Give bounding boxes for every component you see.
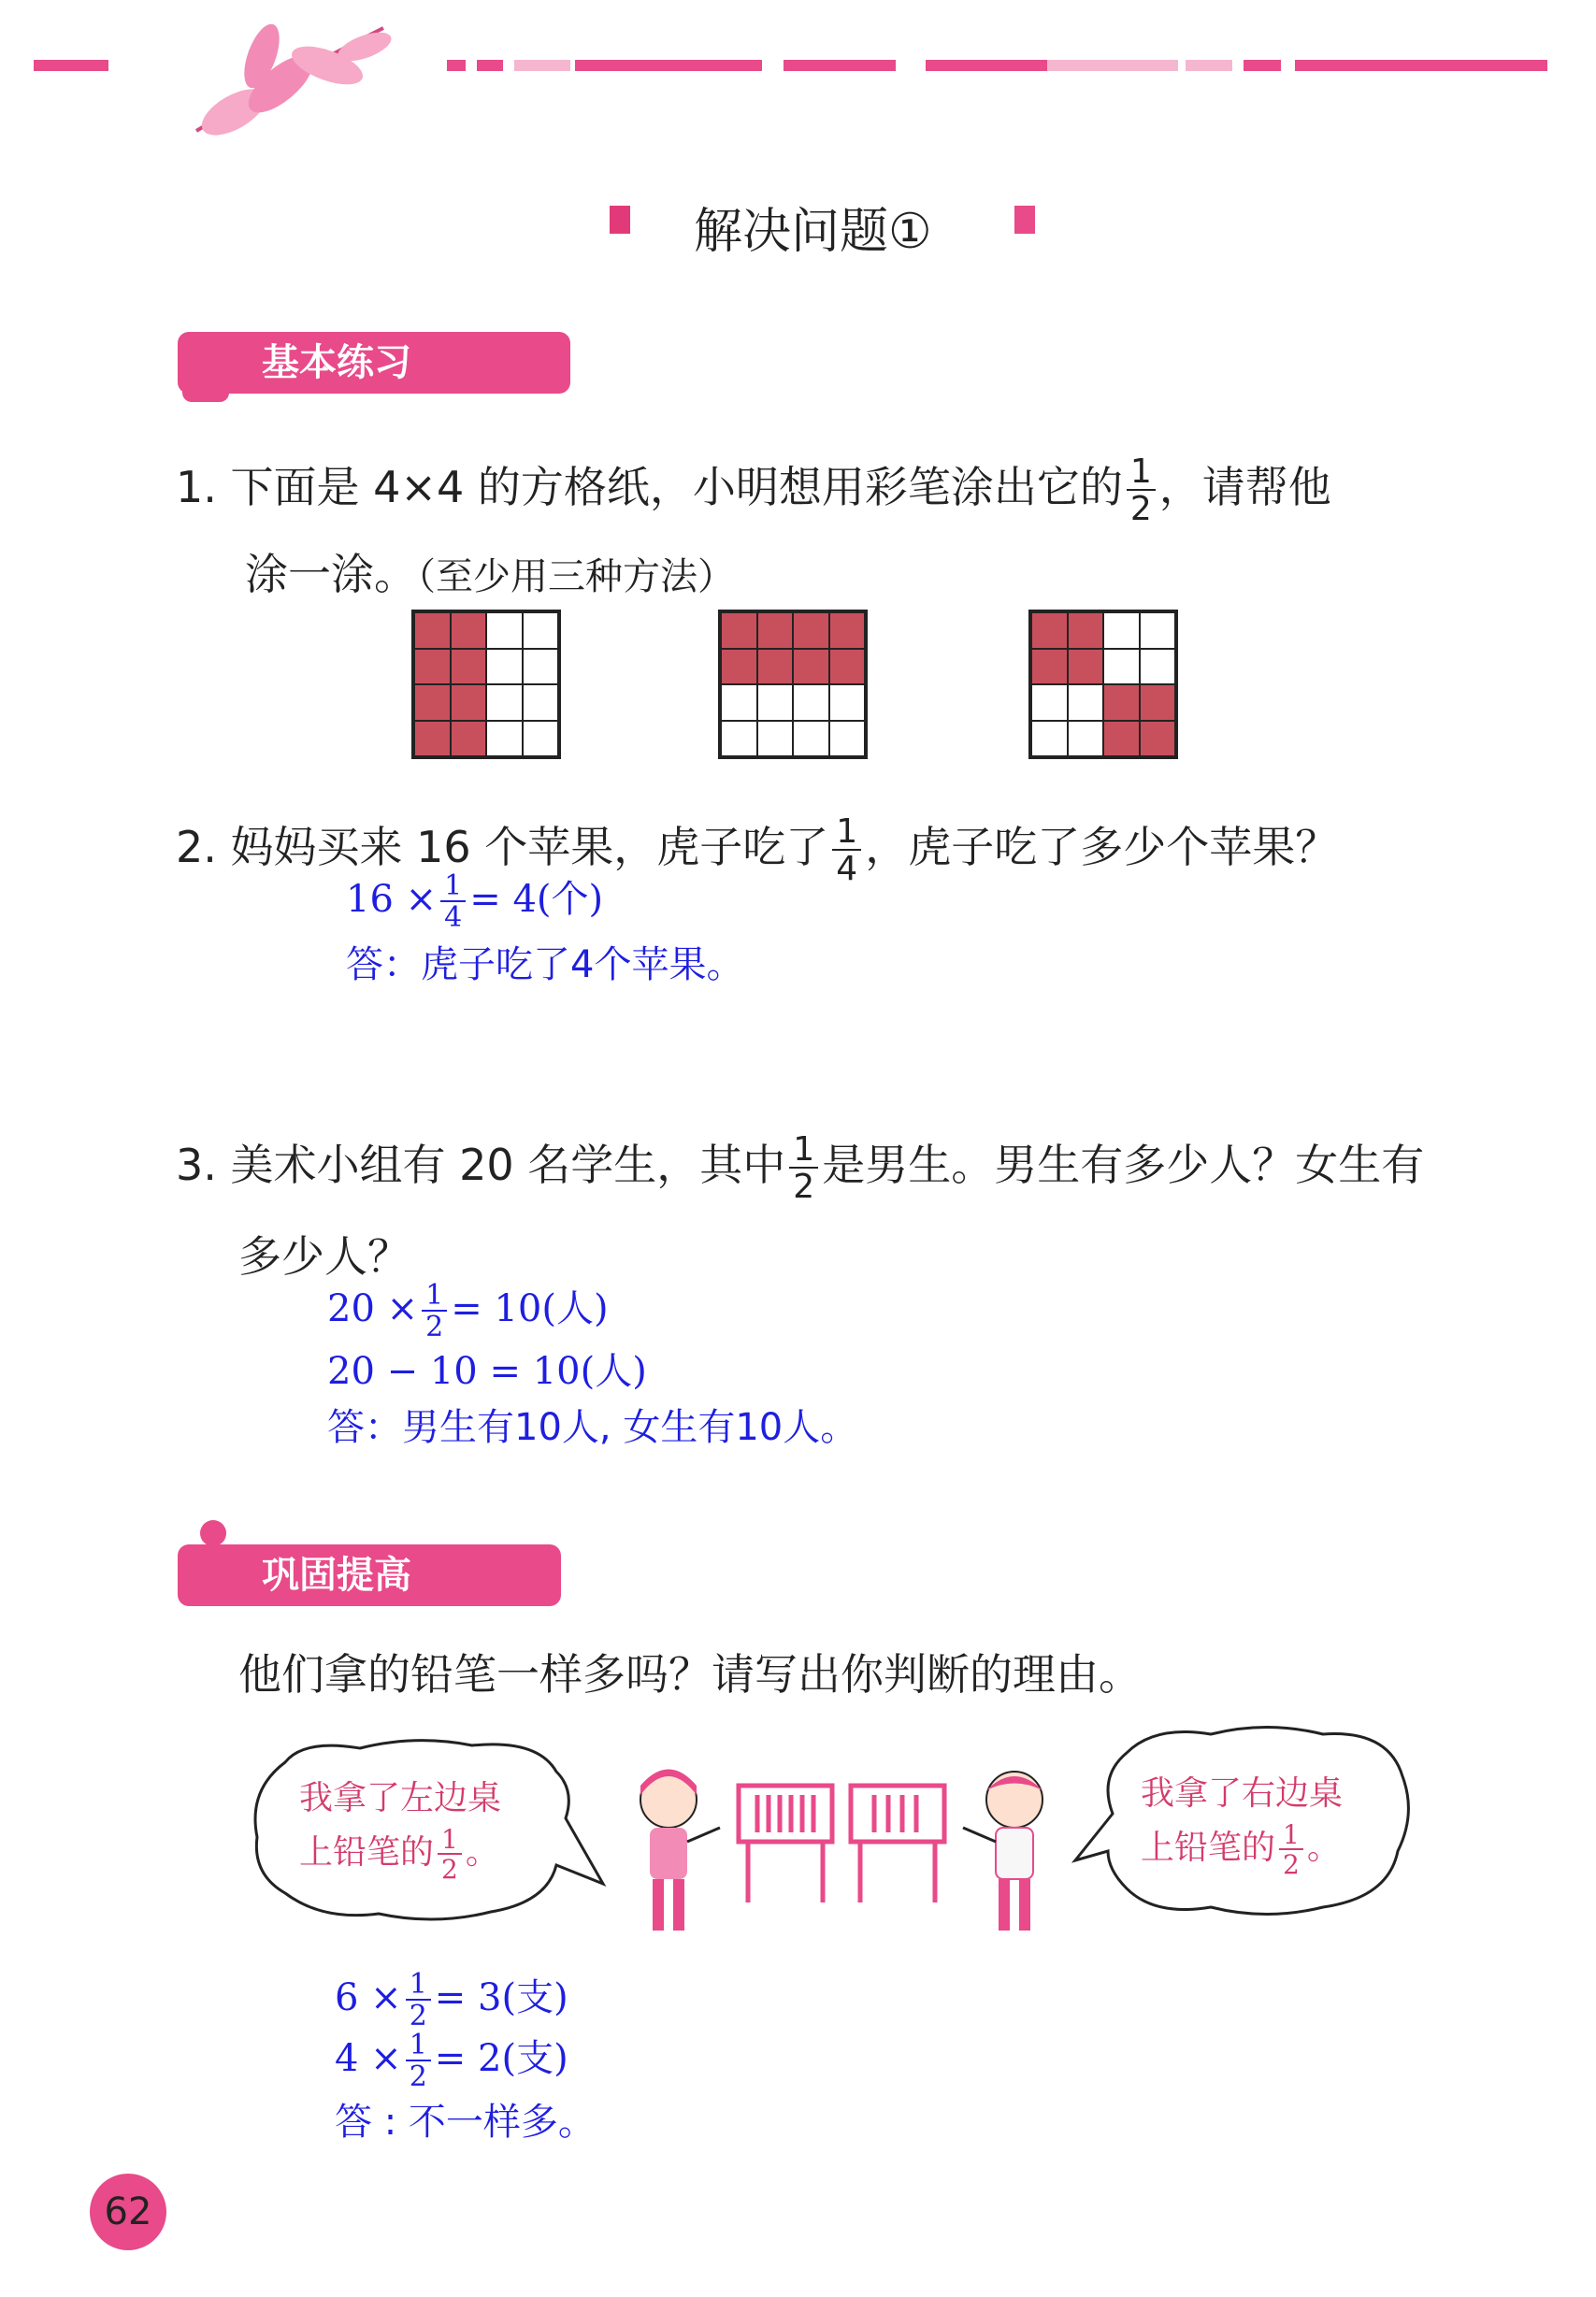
grid-cell[interactable] [451,721,487,757]
grid-cell[interactable] [1103,612,1140,649]
grid-cell[interactable] [793,649,829,685]
grid-cell[interactable] [451,684,487,721]
answer-2-equation: 16 × $\frac{1}{4}$ = 4(个) [346,869,604,934]
section-badge-improve: 巩固提高 [178,1544,561,1606]
question-3-line2: 多少人？ [238,1231,410,1282]
grid-cell[interactable] [721,612,757,649]
grid-cell[interactable] [1103,649,1140,685]
grid-cell[interactable] [1068,684,1104,721]
page-title: 解决问题① [694,204,932,260]
grid-cell[interactable] [793,612,829,649]
question-1: 1. 下面是 4×4 的方格纸，小明想用彩笔涂出它的 $\frac{1}{2}$ ，请帮他 [176,452,1331,528]
grid-cell[interactable] [523,612,559,649]
question-3: 3. 美术小组有 20 名学生，其中 $\frac{1}{2}$ 是男生。男生有多少人？女生有 [176,1129,1425,1206]
grid-cell[interactable] [523,721,559,757]
grid-cell[interactable] [829,684,866,721]
grid-cell[interactable] [829,721,866,757]
grid-cell[interactable] [414,684,451,721]
grid-cell[interactable] [757,612,794,649]
grid-cell[interactable] [451,649,487,685]
page-number: 62 [90,2174,166,2250]
grid-cell[interactable] [523,684,559,721]
grid-cell[interactable] [1031,684,1068,721]
grid-cell[interactable] [1103,684,1140,721]
grid-cell[interactable] [757,649,794,685]
title-deco-right [1014,206,1035,234]
grid-cell[interactable] [523,649,559,685]
question-2: 2. 妈妈买来 16 个苹果，虎子吃了 $\frac{1}{4}$ ，虎子吃了多少个苹果？ [176,811,1339,888]
grid-cell[interactable] [793,721,829,757]
bubble-left-text: 我拿了左边桌 上铅笔的 $\frac{1}{2}$ 。 [299,1779,502,1885]
grid-cell[interactable] [486,649,523,685]
grid-cell[interactable] [1031,721,1068,757]
grid-cell[interactable] [1140,612,1176,649]
answer-3-equation-2: 20 − 10 = 10(人) [327,1350,647,1393]
grid-cell[interactable] [414,721,451,757]
bubble-right-text: 我拿了右边桌 上铅笔的 $\frac{1}{2}$ 。 [1141,1774,1344,1880]
boy-figure [954,1758,1066,1945]
question-4: 他们拿的铅笔一样多吗？请写出你判断的理由。 [238,1649,1142,1700]
answer-2-statement: 答：虎子吃了4个苹果。 [346,943,744,986]
grid-cell[interactable] [1103,721,1140,757]
grid-cell[interactable] [1140,684,1176,721]
title-deco-left [610,206,630,234]
grid-cell[interactable] [757,684,794,721]
answer-4-equation-1: 6 × $\frac{1}{2}$ = 3(支) [335,1968,568,2032]
grid-cell[interactable] [451,612,487,649]
leaf-decoration [178,19,393,150]
grid-cell[interactable] [1068,612,1104,649]
section-badge-basic: 基本练习 [178,332,570,394]
grid-cell[interactable] [757,721,794,757]
grid-cell[interactable] [721,649,757,685]
answer-3-statement: 答：男生有10人, 女生有10人。 [327,1406,858,1449]
answer-4-statement: 答 : 不一样多。 [335,2101,596,2144]
grid-cell[interactable] [1140,721,1176,757]
grid-cell[interactable] [1068,649,1104,685]
grid-cell[interactable] [721,684,757,721]
pencil-tables [734,1781,949,1912]
answer-4-equation-2: 4 × $\frac{1}{2}$ = 2(支) [335,2029,568,2093]
grid-cell[interactable] [721,721,757,757]
grid-cell[interactable] [414,612,451,649]
grid-cell[interactable] [829,649,866,685]
grid-cell[interactable] [486,684,523,721]
shading-grid-2[interactable] [718,610,868,759]
grid-cell[interactable] [829,612,866,649]
shading-grid-1[interactable] [411,610,561,759]
grid-cell[interactable] [793,684,829,721]
grid-cell[interactable] [1031,612,1068,649]
grid-cell[interactable] [414,649,451,685]
grid-cell[interactable] [486,721,523,757]
grid-cell[interactable] [486,612,523,649]
answer-3-equation-1: 20 × $\frac{1}{2}$ = 10(人) [327,1279,609,1343]
shading-grid-3[interactable] [1028,610,1178,759]
girl-figure [617,1758,729,1945]
question-1-line2: 涂一涂。（至少用三种方法） [245,549,735,599]
grid-cell[interactable] [1140,649,1176,685]
grid-cell[interactable] [1068,721,1104,757]
grid-cell[interactable] [1031,649,1068,685]
